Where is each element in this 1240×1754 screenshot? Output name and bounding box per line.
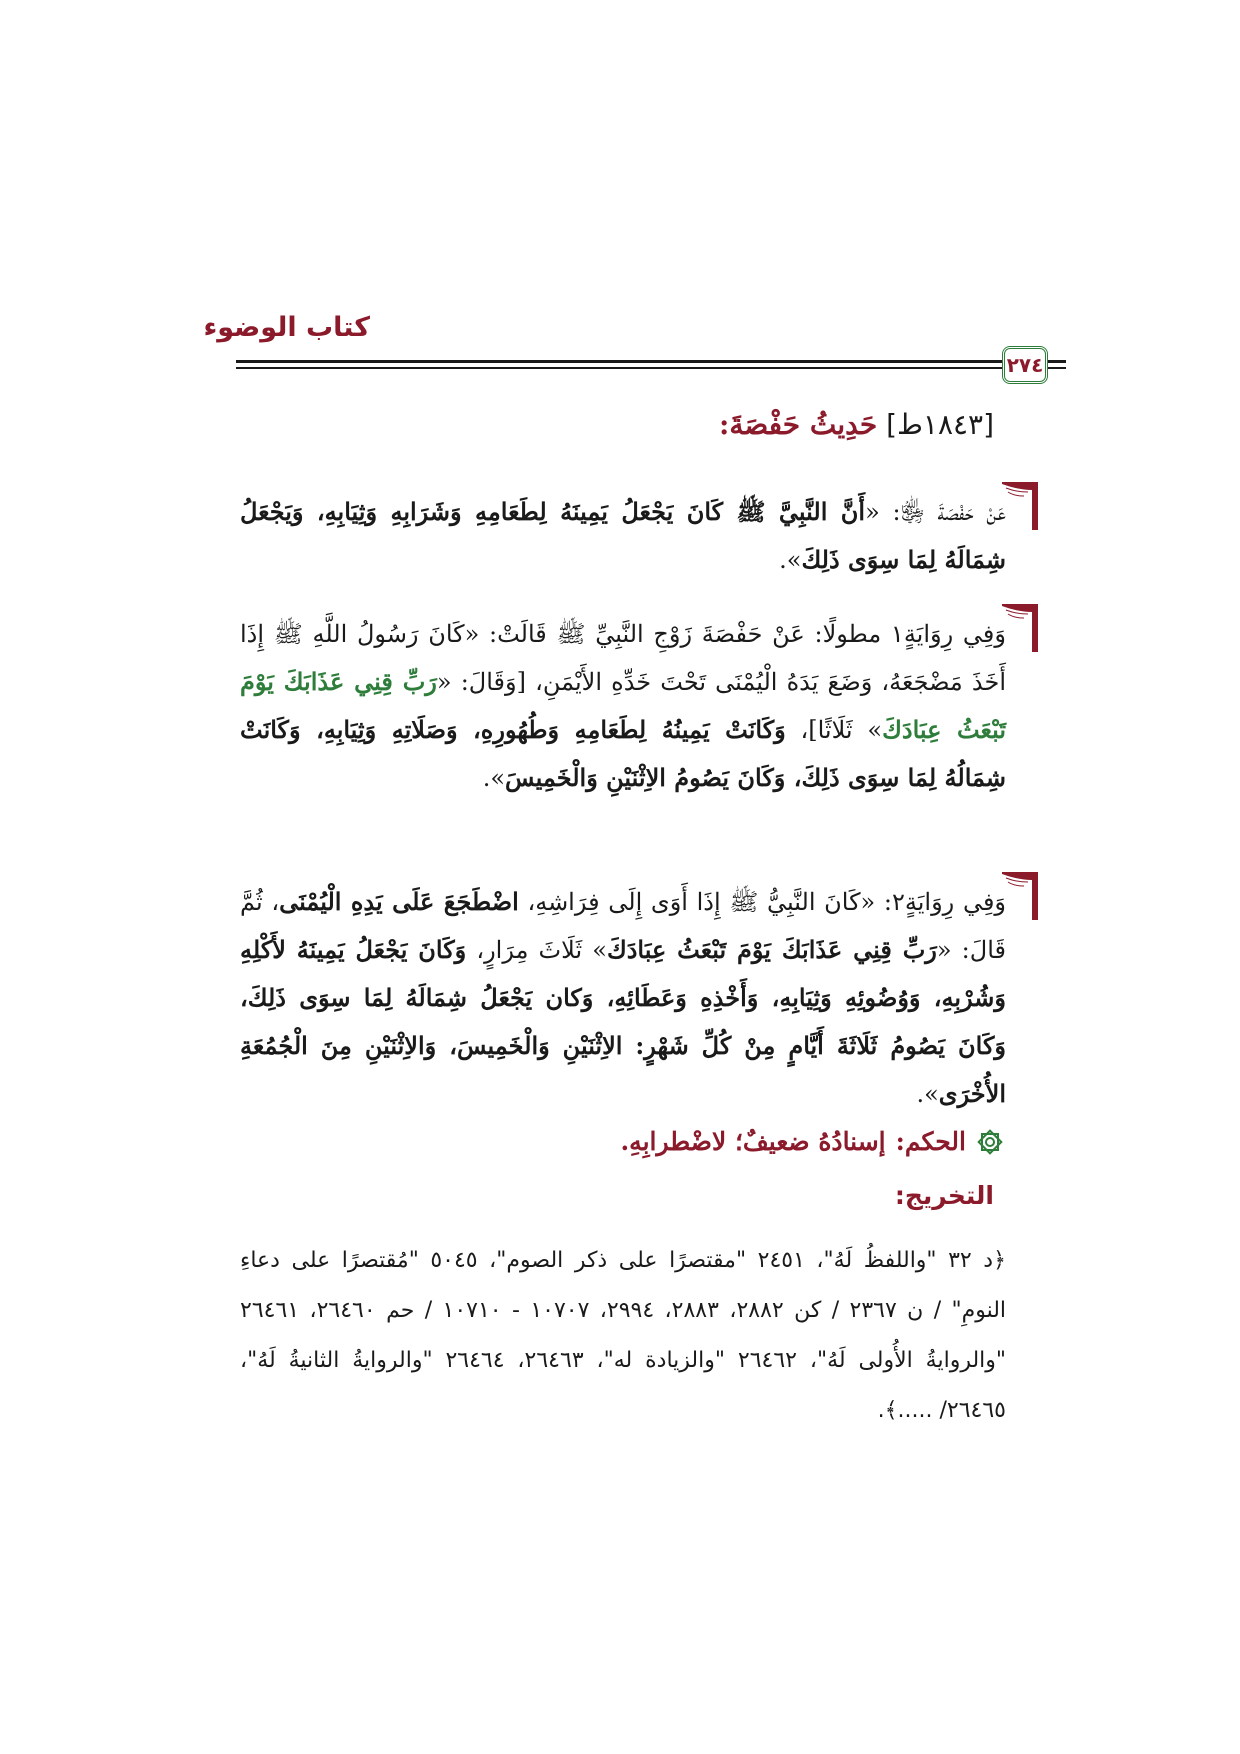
narration-1-intro: عَنْ حَفْصَةَ ﵂: « [865, 498, 1006, 526]
ruling-text: إسنادُهُ ضعيفٌ؛ لاضْطرابِهِ. [620, 1127, 886, 1156]
corner-ornament-icon [998, 482, 1038, 530]
narration-3-intro: وَفِي رِوَايَةٍ٢: «كَانَ النَّبِيُّ ﷺ إِذَا أَوَى إِلَى فِرَاشِهِ، [518, 888, 1007, 916]
narration-3-bold-2: رَبِّ قِنِي عَذَابَكَ يَوْمَ تَبْعَثُ عِبَادَكَ [606, 935, 937, 964]
narration-2-close: ». [482, 764, 505, 792]
narration-block-2 [240, 610, 1006, 802]
narration-block-3 [240, 878, 1006, 1118]
hadith-title: حَدِيثُ حَفْصَةَ: [719, 408, 878, 441]
corner-ornament-icon [998, 604, 1038, 652]
narration-2-intro: وَفِي رِوَايَةٍ١ مطولًا: عَنْ حَفْصَةَ زَوْجِ النَّبِيِّ ﷺ قَالَتْ: «كَانَ رَسُولُ اللَّهِ ﷺ إِذَا أَخَذَ مَضْجَعَهُ، وَضَعَ يَدَهُ الْيُمْنَى تَحْتَ خَدِّهِ الأَيْمَنِ، [وَقَالَ: « [240, 620, 1006, 696]
narration-block-1 [240, 488, 1006, 584]
takhrij-label: التخريج: [894, 1181, 994, 1210]
header-rule-tail [1048, 360, 1066, 374]
ruling-label: الحكم: [895, 1127, 966, 1156]
narration-3-bold-3: وَكَانَ يَجْعَلُ يَمِينَهُ لأَكْلِهِ وَشُرْبِهِ، وَوُضُوئِهِ وَثِيَابِهِ، وَأَخْذِهِ وَعَطَائِهِ، وَكان يَجْعَلُ شِمَالَهُ لِمَا سِوَى ذَلِكَ، وَكَانَ يَصُومُ ثَلَاثَةَ أَيَّامٍ مِنْ كُلِّ شَهْرٍ: الاِثْنَيْنِ وَالْخَمِيسَ، وَالاِثْنَيْنِ مِنَ الْجُمُعَةِ الأُخْرَى [240, 935, 1006, 1108]
narration-1-close: ». [779, 546, 802, 574]
narration-3-bold-1: اضْطَجَعَ عَلَى يَدِهِ الْيُمْنَى [279, 887, 519, 916]
header-rule [236, 360, 1002, 374]
seal-ornament-icon [976, 1128, 1004, 1156]
narration-3-mid-2: » ثَلَاثَ مِرَارٍ، [466, 936, 607, 964]
corner-ornament-icon [998, 872, 1038, 920]
narration-2-text: وَكَانَتْ يَمِينُهُ لِطَعَامِهِ وَطُهُورِهِ، وَصَلَاتِهِ وَثِيَابِهِ، وَكَانَتْ شِمَالُهُ لِمَا سِوَى ذَلِكَ، وَكَانَ يَصُومُ الاِثْنَيْنِ وَالْخَمِيسَ [240, 715, 1006, 792]
narration-2-dua: رَبِّ قِنِي عَذَابَكَ يَوْمَ تَبْعَثُ عِبَادَكَ [240, 667, 1007, 744]
narration-1-text: أَنَّ النَّبِيَّ ﷺ كَانَ يَجْعَلُ يَمِينَهُ لِطَعَامِهِ وَشَرَابِهِ وَثِيَابِهِ، وَيَجْعَلُ شِمَالَهُ لِمَا سِوَى ذَلِكَ [240, 497, 1006, 574]
takhrij-text: ﴿د ٣٢ "واللفظُ لَهُ"، ٢٤٥١ "مقتصرًا على ذكر الصوم"، ٥٠٤٥ "مُقتصرًا على دعاءِ النومِ" / ن ٢٣٦٧ / كن ٢٨٨٢، ٢٨٨٣، ٢٩٩٤، ١٠٧٠٧ - ١٠٧١٠ / حم ٢٦٤٦٠، ٢٦٤٦١ "والروايةُ الأُولى لَهُ"، ٢٦٤٦٢ "والزيادة له"، ٢٦٤٦٣، ٢٦٤٦٤ "والروايةُ الثانيةُ لَهُ"، ٢٦٤٦٥/ .....﴾. [240, 1248, 1007, 1423]
narration-3-mid-1: ، ثُمَّ قَالَ: « [240, 888, 1006, 964]
narration-2-middle: » ثَلَاثًا]، [785, 716, 883, 744]
ruling-line [620, 1127, 1004, 1156]
hadith-number: [١٨٤٣ط] [886, 408, 994, 441]
narration-3-close: ». [916, 1080, 939, 1108]
book-title: كتاب الوضوء [203, 312, 370, 343]
hadith-heading [719, 408, 994, 441]
page-number: ٢٧٤ [1002, 346, 1048, 384]
